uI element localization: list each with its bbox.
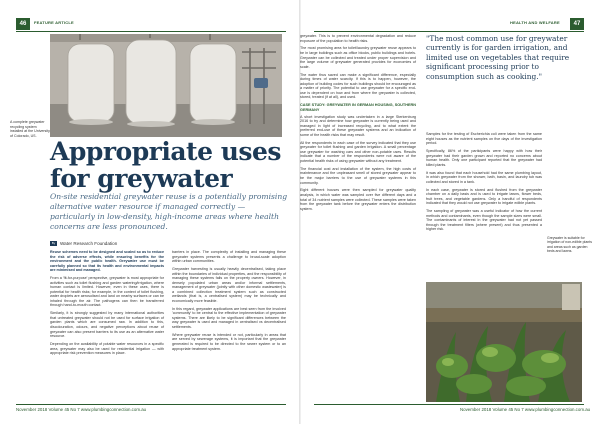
article-column-3 (300, 34, 416, 215)
byline-author: Water Research Foundation (60, 240, 118, 246)
column-1-paragraph: Depending on the availability of potable water resources in a specific area, greywater may also be used for residential irrigation — with appropriate risk prevention measures in place. (50, 342, 164, 356)
section-tag-left: FEATURE ARTICLE (34, 20, 74, 25)
article-column-1 (50, 250, 164, 359)
column-3-paragraph: The most promising area for toilet/laundry greywater reuse appears to be in large buildings such as office blocks, public buildings and hotels. Greywater can be collected and treated under proper supervision and the large volume of greywater generated provides for economies of scale. (300, 46, 416, 69)
pull-quote (426, 34, 584, 81)
top-rule-right (314, 31, 584, 32)
tanks-photo-caption: A complete greywater recycling system installed at the University of Colorado, US. (10, 120, 50, 138)
column-3-paragraph: All the respondents in each case of the survey indicated that they use greywater for toilet flushing and garden irrigation. A small percentage use greywater for washing cars and other non-potable uses. Results indicate that a number of the respondents were not aware of the potential health risks of using greywater without any treatment. (300, 140, 416, 163)
headline-line-1: Appropriate uses (50, 137, 281, 166)
column-2-paragraph: In this regard, greywater applications are best seen from the involved 'community' to be central to the effective implementation of greywater systems. There are likely to be significant differences between the way greywater is used and managed in centralised vs decentralised settlements. (172, 306, 286, 329)
garden-illustration (426, 282, 582, 402)
column-4-paragraph: The sampling of greywater was a useful indicator of how the current methods and contaminants, even though the sample sizes were small. The contaminants of interest in the greywater had not yet passed through the treatment filters (where present) and thus presented a higher risk. (426, 209, 542, 232)
column-4-paragraph: It was also found that each household had the same plumbing layout, in which greywater from the shower, bath, basin, and laundry tub was collected and stored in a tank. (426, 170, 542, 184)
column-2-paragraph: Where greywater reuse is intended or not, particularly in areas that are served by sewerage systems, it is important that the greywater generated is required to be directed to the sewer system or to an appropriate treatment system. (172, 332, 286, 351)
article-headline (50, 138, 290, 192)
headline-line-2: for greywater (50, 164, 233, 193)
column-4-paragraph: In each case, greywater is stored and flushed from the greywater chamber on a daily basis and is used to irrigate lawns, flower beds, fruit trees, and vegetable gardens. Only a handful of respondents indicated that they would not use greywater to irrigate edible plants. (426, 187, 542, 206)
footer-rule-left (16, 404, 286, 405)
footer-rule-right (314, 404, 584, 405)
top-rule-left (16, 31, 286, 32)
garden-photo-caption: Greywater is suitable for irrigation of non-edible plants and areas such as garden beds and lawns. (547, 236, 592, 254)
column-3-paragraph: The financial cost and installation of the system, the high costs of maintenance and the unpleasant smell of stored greywater appear to be the major barriers to the use of greywater systems in this community. (300, 166, 416, 185)
section-tag-right: HEALTH AND WELFARE (510, 20, 560, 25)
column-2-paragraph: Greywater harvesting is usually heavily decentralised, taking place within the boundaries of individual properties, and the responsibility of managing these systems falls on the property owners. However, in densely populated urban areas and/or informal settlements, management of greywater (jointly with other domestic wastewater) is a combined collection treatment system such as constructed wetlands (that is, a centralised system) may be technically and economically more feasible. (172, 267, 286, 303)
byline (50, 240, 117, 246)
footer-left: November 2018 Volume 45 No 7 www.plumbingconnection.com.au (16, 407, 147, 412)
page-number-left: 46 (16, 18, 30, 30)
article-standfirst: On-site residential greywater reuse is a potentially promising alternative water resource if managed correctly — particularly in low-density, high-income areas where health concerns are less pronounced. (50, 192, 288, 231)
page-number-right: 47 (570, 18, 584, 30)
column-4-paragraph: Specifically, 86% of the participants were happy with how their greywater had their garden grown and reported no concerns about human health. Only one participant reported that the greywater had killed plants. (426, 149, 542, 167)
column-1-paragraph: Similarly, it is strongly suggested by many international authorities that untreated greywater should not be used for surface irrigation of garden plants which are consumed raw. In addition to this, discolouration, odours, and negative perceptions about reuse of greywater can also present barriers to its use as an alternative water resource. (50, 311, 164, 339)
article-column-2 (172, 250, 286, 355)
tanks-illustration (50, 34, 282, 137)
garden-irrigation-photo (426, 282, 582, 402)
article-column-4 (426, 132, 542, 235)
greywater-tanks-photo (50, 34, 282, 137)
column-1-paragraph: Reuse schemes need to be designed and scaled so as to reduce the risk of adverse effects, while ensuring benefits for the environment and the public health. Greywater use must be carefully planned so that its health and environmental impacts are minimised and managed. (50, 250, 164, 273)
case-study-heading: CASE STUDY: GREYWATER IN GERMAN HOUSING, SOUTHERN GERMANY (300, 103, 416, 112)
column-3-paragraph: Eight different houses were then sampled for greywater quality analysis, in which water was sampled over five different days and a total of 34 nutrient samples were collected. These samples were taken from the greywater tank before the greywater enters the distribution system. (300, 188, 416, 211)
column-4-paragraph: Samples for the testing of Escherichia coli were taken from the same eight houses as the nutrient samples on five days of the investigation period. (426, 132, 542, 146)
column-3-paragraph: A short investigation study was undertaken in a large Sterkenburg 2016 to try and determine how greywater is currently being used and managed in light of increased recycling, and to what extent the preferred end-use of these greywater systems and an indication of some of the health risks that may result. (300, 114, 416, 137)
column-3-paragraph: The water thus saved can make a significant difference, especially during times of water scarcity. If this is to happen, however, the adoption of building codes for such buildings should be encouraged as a matter of priority. The potential to use greywater for a specific end-use is dependent on how and from where the greywater is collected, stored, treated (if at all), and used. (300, 72, 416, 100)
footer-right: November 2018 Volume 45 No 7 www.plumbingconnection.com.au (460, 407, 591, 412)
column-1-paragraph: From a 'fit-for-purpose' perspective, greywater is most appropriate for activities such as toilet flushing and garden watering/irrigation, where human contact is limited. However, even in these uses, there is potential for health risks; for example, in the context of toilet flushing, water droplets are aerosolised and land on nearby surfaces or can be inhaled through the air. The pathogens can then be transferred through hand-to-mouth contact. (50, 276, 164, 308)
column-2-paragraph: barriers in place. The complexity of installing and managing these greywater systems presents a challenge to broad-scale adoption within urban communities. (172, 250, 286, 264)
by-badge-icon: By (51, 241, 56, 245)
column-3-paragraph: greywater. This is to prevent environmental degradation and reduce exposure of the population to health risks. (300, 34, 416, 43)
pull-quote-text: "The most common use for greywater currently is for garden irrigation, and limited use on vegetables that require significant processing prior to consumption such as cooking." (426, 34, 570, 81)
